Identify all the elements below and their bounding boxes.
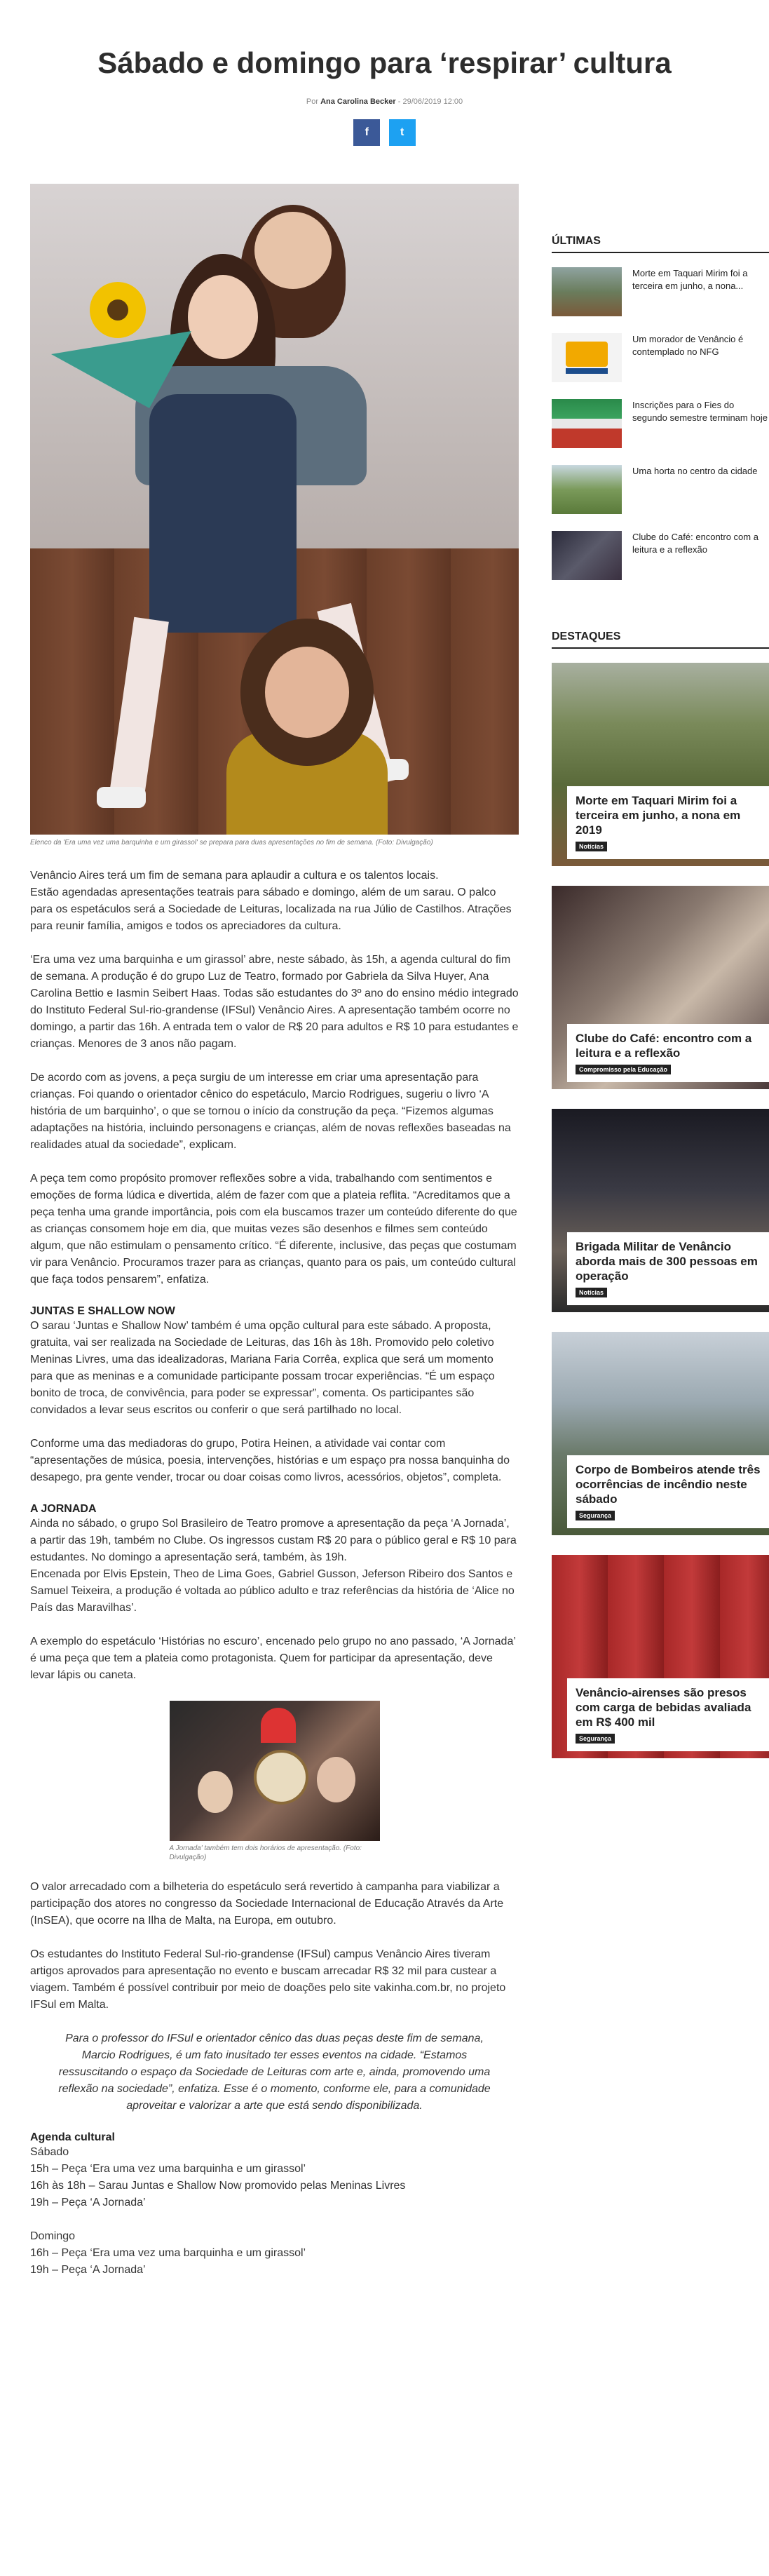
article-text <box>30 868 519 2279</box>
agenda <box>30 2131 519 2279</box>
page-title: Sábado e domingo para ‘respirar’ cultura <box>97 46 672 79</box>
destaque-title[interactable]: Brigada Militar de Venâncio aborda mais de 300 pessoas em operação <box>576 1240 758 1283</box>
destaque-card[interactable] <box>552 1332 769 1535</box>
category-badge[interactable]: Notícias <box>576 1288 607 1297</box>
agenda-heading: Agenda cultural <box>30 2131 115 2143</box>
ultimas-item[interactable] <box>552 399 769 451</box>
category-badge[interactable]: Notícias <box>576 842 607 851</box>
agenda-line: Sábado <box>30 2146 69 2158</box>
destaque-title[interactable]: Corpo de Bombeiros atende três ocorrências de incêndio neste sábado <box>576 1463 761 1506</box>
section-heading: JUNTAS E SHALLOW NOW <box>30 1305 175 1317</box>
destaque-title[interactable]: Clube do Café: encontro com a leitura e a reflexão <box>576 1032 752 1060</box>
category-badge[interactable]: Segurança <box>576 1734 615 1744</box>
clock-icon <box>254 1750 308 1805</box>
destaque-caption-box <box>567 1678 769 1751</box>
paragraph: O valor arrecadado com a bilheteria do espetáculo será revertido à campanha para viabilizar a participação dos atores no congresso da Sociedade Internacional de Educação Através da Arte (InSEA), que ocorre na Ilha de Malta, na Europa, em outubro. <box>30 1881 504 1927</box>
destaque-title[interactable]: Venâncio-airenses são presos com carga de bebidas avaliada em R$ 400 mil <box>576 1686 751 1729</box>
ultimas-title[interactable]: Morte em Taquari Mirim foi a terceira em junho, a nona... <box>632 268 748 291</box>
ultimas-title[interactable]: Clube do Café: encontro com a leitura e a reflexão <box>632 532 758 555</box>
section-heading: A JORNADA <box>30 1503 97 1515</box>
destaque-caption-box <box>567 1455 769 1528</box>
destaque-card[interactable] <box>552 1109 769 1312</box>
ultimas-thumbnail[interactable] <box>552 399 622 448</box>
destaque-title[interactable]: Morte em Taquari Mirim foi a terceira em junho, a nona em 2019 <box>576 794 741 837</box>
destaque-caption-box <box>567 1024 769 1082</box>
ultimas-thumbnail[interactable] <box>552 333 622 382</box>
agenda-line: 16h às 18h – Sarau Juntas e Shallow Now promovido pelas Meninas Livres <box>30 2180 406 2192</box>
paragraph: Os estudantes do Instituto Federal Sul-rio-grandense (IFSul) campus Venâncio Aires tiveram artigos aprovados para apresentação no evento e buscam arrecadar R$ 32 mil para custear a viagem. Também é possível contribuir por meio de doações pelo site vakinha.com.br, no projeto IFSul em Malta. <box>30 1948 506 2011</box>
inline-caption: A Jornada' também tem dois horários de apresentação. (Foto: Divulgação) <box>169 1845 362 1861</box>
byline-prefix: Por <box>306 97 318 106</box>
ultimas-item[interactable] <box>552 267 769 319</box>
inline-figure <box>170 1701 380 1862</box>
category-badge[interactable]: Compromisso pela Educação <box>576 1065 671 1074</box>
twitter-share-icon[interactable]: t <box>389 119 416 146</box>
destaque-card[interactable] <box>552 663 769 866</box>
destaque-caption-box <box>567 786 769 859</box>
ultimas-thumbnail[interactable] <box>552 531 622 580</box>
ultimas-heading: ÚLTIMAS <box>552 235 601 247</box>
share-buttons <box>0 119 769 146</box>
inline-image <box>170 1701 380 1841</box>
destaque-caption-box <box>567 1232 769 1305</box>
byline-separator: - <box>397 97 401 106</box>
agenda-line: 19h – Peça ‘A Jornada’ <box>30 2197 146 2209</box>
ultimas-item[interactable] <box>552 531 769 583</box>
paragraph: O sarau ‘Juntas e Shallow Now’ também é uma opção cultural para este sábado. A proposta, gratuita, vai ser realizada na Sociedade de Leituras, das 16h às 18h. Promovido pelo coletivo Meninas Livres, uma das idealizadoras, Mariana Faria Corrêa, explica que será um momento para que as meninas e a comunidade participante possam trocar experiências. “É um espaço bonito de troca, de convivência, para poder se expressar”, comenta. Os participantes são convidados a levar seus escritos ou conferir o que será partilhado no local. <box>30 1320 495 1416</box>
paragraph: A peça tem como propósito promover reflexões sobre a vida, trabalhando com sentimentos e emoções de forma lúdica e divertida, além de fazer com que a plateia reflita. “Acreditamos que a peça tenha uma grande importância, pois com ela buscamos trazer um conteúdo diferente do que as crianças consomem hoje em dia, que muitas vezes são desenhos e filmes sem conteúdo algum, que não estimulam o pensamento crítico. “É diferente, inclusive, das peças que costumam vir para Venâncio. Procuramos trazer para as crianças, quanto para os pais, um conteúdo cultural que faça todos pensarem”, enfatiza. <box>30 1173 517 1286</box>
paragraph: Conforme uma das mediadoras do grupo, Potira Heinen, a atividade vai contar com “apresentações de música, poesia, intervenções, histórias e um espaço pra nossa banquinha do desapego, pra gente vender, trocar ou doar coisas como livros, acessórios, objetos”, completa. <box>30 1438 510 1483</box>
article-body <box>30 184 519 2279</box>
ultimas-item[interactable] <box>552 333 769 385</box>
hero-image <box>30 184 519 835</box>
publish-date: 29/06/2019 12:00 <box>402 97 463 106</box>
paragraph: Venâncio Aires terá um fim de semana para aplaudir a cultura e os talentos locais. Estão agendadas apresentações teatrais para sábado e domingo, além de um sarau. O palco para os espetáculos será a Sociedade de Leituras, localizada na rua Júlio de Castilhos. Atrações para reunir família, amigos e todos os apreciadores da cultura. <box>30 870 512 932</box>
ultimas-title[interactable]: Um morador de Venâncio é contemplado no NFG <box>632 334 744 357</box>
ultimas-item[interactable] <box>552 465 769 517</box>
destaque-card[interactable] <box>552 1555 769 1758</box>
pull-quote: Para o professor do IFSul e orientador cênico das duas peças deste fim de semana, Marcio Rodrigues, é um fato inusitado ter esses eventos na cidade. “Estamos ressuscitando o espaço da Sociedade de Leituras com arte e, ainda, promovendo uma reflexão na sociedade”, enfatiza. Esse é o momento, conforme ele, para a comunidade aproveitar e valorizar a arte que está sendo disponibilizada. <box>58 2032 491 2112</box>
destaques-heading: DESTAQUES <box>552 630 621 642</box>
agenda-line: Domingo <box>30 2230 76 2242</box>
category-badge[interactable]: Segurança <box>576 1511 615 1520</box>
agenda-line: 19h – Peça ‘A Jornada’ <box>30 2264 146 2276</box>
byline <box>0 97 769 106</box>
ultimas-title[interactable]: Inscrições para o Fies do segundo semestre terminam hoje <box>632 400 768 423</box>
destaque-card[interactable] <box>552 886 769 1089</box>
ultimas-thumbnail[interactable] <box>552 465 622 514</box>
agenda-line: 16h – Peça ‘Era uma vez uma barquinha e um girassol’ <box>30 2247 306 2259</box>
author-link[interactable]: Ana Carolina Becker <box>320 97 396 106</box>
paragraph: De acordo com as jovens, a peça surgiu de um interesse em criar uma apresentação para crianças. Foi quando o orientador cênico do espetáculo, Marcio Rodrigues, sugeriu o livro ‘A história de um barquinho’, o que se tornou o início da construção da peça. “Fizemos algumas adaptações na história, incluindo personagens e crianças, além de novas reflexões baseadas na realidades atual da sociedade”, explicam. <box>30 1072 511 1151</box>
paragraph: ‘Era uma vez uma barquinha e um girassol’ abre, neste sábado, às 15h, a agenda cultural do fim de semana. A produção é do grupo Luz de Teatro, formado por Gabriela da Silva Huyer, Ana Carolina Bettio e Iasmin Seibert Haas. Todas são estudantes do 3º ano do ensino médio integrado do Instituto Federal Sul-rio-grandense (IFSul) Venâncio Aires. A apresentação também ocorre no domingo, a partir das 16h. A entrada tem o valor de R$ 20 para adultos e R$ 10 para estudantes e crianças. Menores de 3 anos não pagam. <box>30 954 519 1050</box>
ultimas-thumbnail[interactable] <box>552 267 622 316</box>
facebook-share-icon[interactable]: f <box>353 119 380 146</box>
paragraph: A exemplo do espetáculo ‘Histórias no escuro’, encenado pelo grupo no ano passado, ‘A Jornada’ é uma peça que tem a plateia como protagonista. Quem for participar da apresentação, deve levar lápis ou caneta. <box>30 1636 516 1681</box>
agenda-line: 15h – Peça ‘Era uma vez uma barquinha e um girassol’ <box>30 2163 306 2175</box>
ultimas-title[interactable]: Uma horta no centro da cidade <box>632 466 758 476</box>
sunflower-icon <box>90 282 146 338</box>
paragraph: Ainda no sábado, o grupo Sol Brasileiro de Teatro promove a apresentação da peça ‘A Jornada’, a partir das 19h, também no Clube. Os ingressos custam R$ 20 para o público geral e R$ 10 para estudantes. No domingo a apresentação será, também, às 19h. Encenada por Elvis Epstein, Theo de Lima Goes, Gabriel Gusson, Jeferson Ribeiro dos Santos e Samuel Teixeira, a produção é voltada ao público adulto e traz referências da história de ‘Alice no País das Maravilhas’. <box>30 1518 517 1614</box>
hero-caption: Elenco da 'Era uma vez uma barquinha e um girassol' se prepara para duas apresentações no fim de semana. (Foto: Divulgação) <box>30 839 433 847</box>
sidebar <box>552 235 769 1778</box>
